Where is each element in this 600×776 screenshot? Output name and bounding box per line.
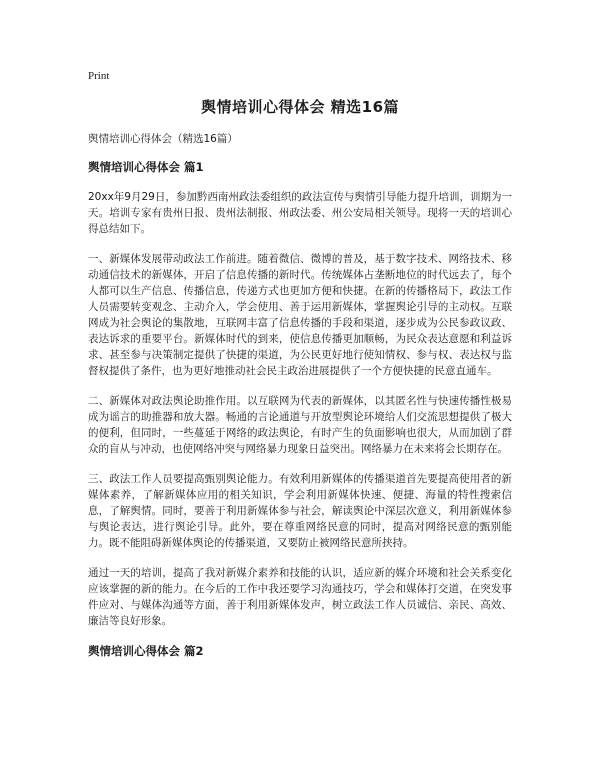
paragraph-point-3: 三、政法工作人员要提高甄别舆论能力。有效利用新媒体的传播渠道首先要提高使用者的新媒体素养，了解新媒体应用的相关知识，学会利用新媒体快速、便捷、海量的特性搜索信息，了解舆情。同时，要善于利用新媒体参与社会，解读舆论中深层次意义，利用新媒体参与舆论表达，进行舆论引导。此外，要在尊重网络民意的同时，提高对网络民意的甄别能力。既不能阻碍新媒体舆论的传播渠道，又要防止被网络民意所挟持。	[88, 473, 512, 549]
document-body	[88, 131, 512, 673]
paragraph-conclusion: 通过一天的培训，提高了我对新媒介素养和技能的认识，适应新的媒介环境和社会关系变化应该掌握的新的能力。在今后的工作中我还要学习沟通技巧，学会和媒体打交道，在突发事件应对、与媒体沟通等方面，善于利用新媒体发声，树立政法工作人员诚信、亲民、高效、廉洁等良好形象。	[88, 567, 512, 627]
document-subtitle: 舆情培训心得体会（精选16篇）	[88, 133, 238, 145]
section-heading-2: 舆情培训心得体会 篇2	[88, 644, 204, 658]
section-heading-1: 舆情培训心得体会 篇1	[88, 160, 204, 174]
print-link[interactable]: Print	[88, 70, 110, 82]
page-title: 舆情培训心得体会 精选16篇	[200, 98, 400, 116]
paragraph-intro: 20xx年9月29日，参加黔西南州政法委组织的政法宣传与舆情引导能力提升培训，训期为一天。培训专家有贵州日报、贵州法制报、州政法委、州公安局相关领导。现将一天的培训心得总结如下。	[88, 191, 512, 235]
paragraph-point-1: 一、新媒体发展带动政法工作前进。随着微信、微博的普及，基于数字技术、网络技术、移动通信技术的新媒体，开启了信息传播的新时代。传统媒体占垄断地位的时代远去了，每个人都可以生产信息、传播信息，传递方式也更加方便和快捷。在新的传播格局下，政法工作人员需要转变观念、主动介入，学会使用、善于运用新媒体，掌握舆论引导的主动权。互联网成为社会舆论的集散地，互联网丰富了信息传播的手段和渠道，逐步成为公民参政议政、表达诉求的重要平台。新媒体时代的到来，使信息传播更加顺畅，为民众表达意愿和利益诉求、甚至参与决策制定提供了快捷的渠道，为公民更好地行使知情权、参与权、表达权与监督权提供了条件，也为更好地推动社会民主政治进展提供了一个方便快捷的民意直通车。	[88, 253, 512, 377]
paragraph-point-2: 二、新媒体对政法舆论助推作用。以互联网为代表的新媒体，以其匿名性与快速传播性极易成为谣言的助推器和放大器。畅通的言论通道与开放型舆论环境给人们交流思想提供了极大的便利，但同时，一些蔓延于网络的政法舆论，有时产生的负面影响也很大，从而加剧了群众的盲从与冲动，也使网络冲突与网络暴力现象日益突出。网络暴力在未来将会长期存在。	[88, 395, 512, 455]
